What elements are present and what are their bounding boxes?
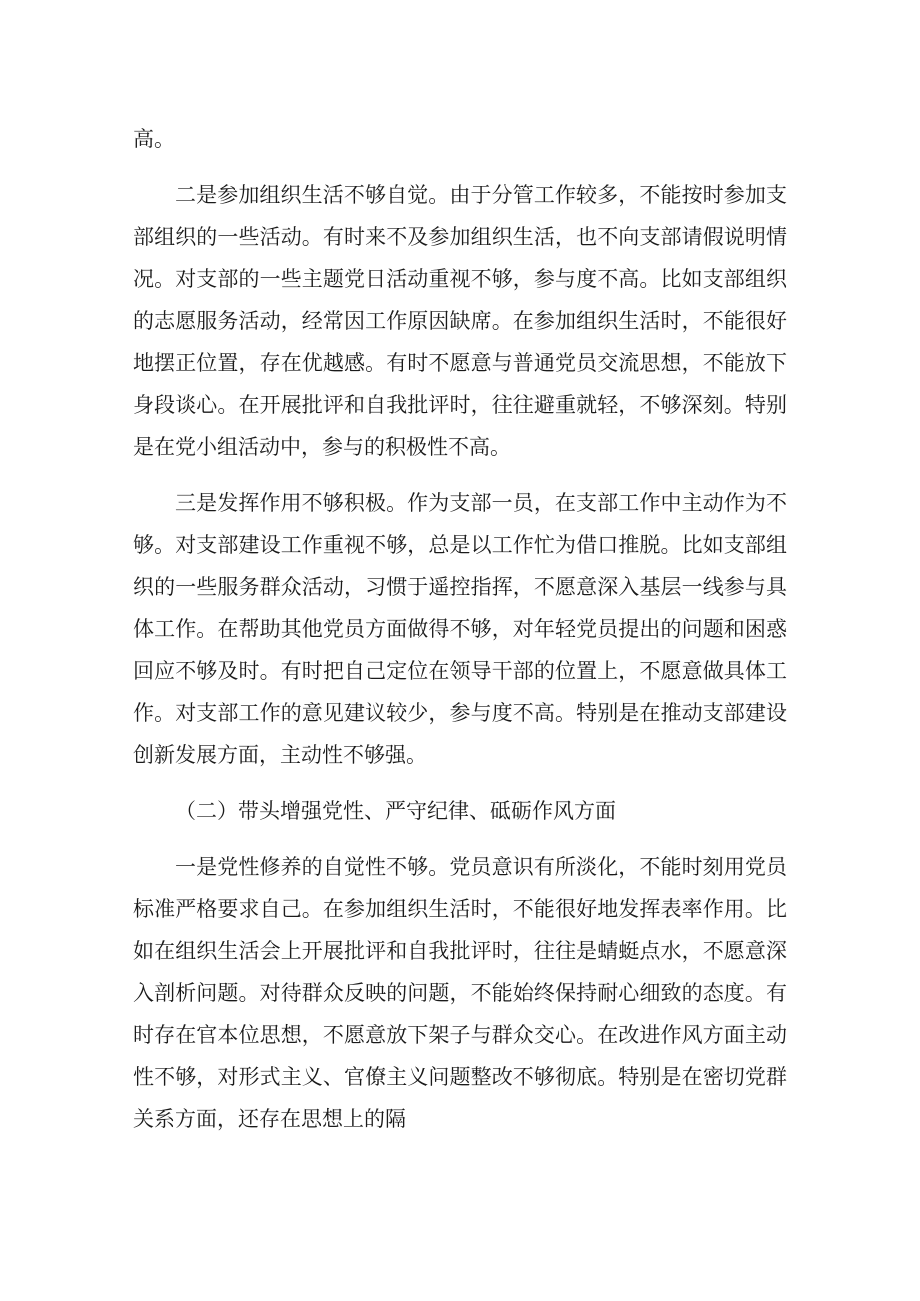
paragraph-organizational-life: 二是参加组织生活不够自觉。由于分管工作较多，不能按时参加支部组织的一些活动。有时来不及参加组织生活，也不向支部请假说明情况。对支部的一些主题党日活动重视不够，参与度不高。比如支部组织的志愿服务活动，经常因工作原因缺席。在参加组织生活时，不能很好地摆正位置，存在优越感。有时不愿意与普通党员交流思想，不能放下身段谈心。在开展批评和自我批评时，往往避重就轻，不够深刻。特别是在党小组活动中，参与的积极性不高。 (133, 183, 787, 459)
document-body (133, 118, 787, 1154)
paragraph-party-spirit: 一是党性修养的自觉性不够。党员意识有所淡化，不能时刻用党员标准严格要求自己。在参加组织生活时，不能很好地发挥表率作用。比如在组织生活会上开展批评和自我批评时，往往是蜻蜓点水，不愿意深入剖析问题。对待群众反映的问题，不能始终保持耐心细致的态度。有时存在官本位思想，不愿意放下架子与群众交心。在改进作风方面主动性不够，对形式主义、官僚主义问题整改不够彻底。特别是在密切党群关系方面，还存在思想上的隔 (133, 855, 787, 1131)
paragraph-playing-role: 三是发挥作用不够积极。作为支部一员，在支部工作中主动作为不够。对支部建设工作重视不够，总是以工作忙为借口推脱。比如支部组织的一些服务群众活动，习惯于遥控指挥，不愿意深入基层一线参与具体工作。在帮助其他党员方面做得不够，对年轻党员提出的问题和困惑回应不够及时。有时把自己定位在领导干部的位置上，不愿意做具体工作。对支部工作的意见建议较少，参与度不高。特别是在推动支部建设创新发展方面，主动性不够强。 (133, 491, 787, 767)
paragraph-continuation: 高。 (133, 127, 175, 151)
section-heading: （二）带头增强党性、严守纪律、砥砺作风方面 (175, 799, 616, 823)
